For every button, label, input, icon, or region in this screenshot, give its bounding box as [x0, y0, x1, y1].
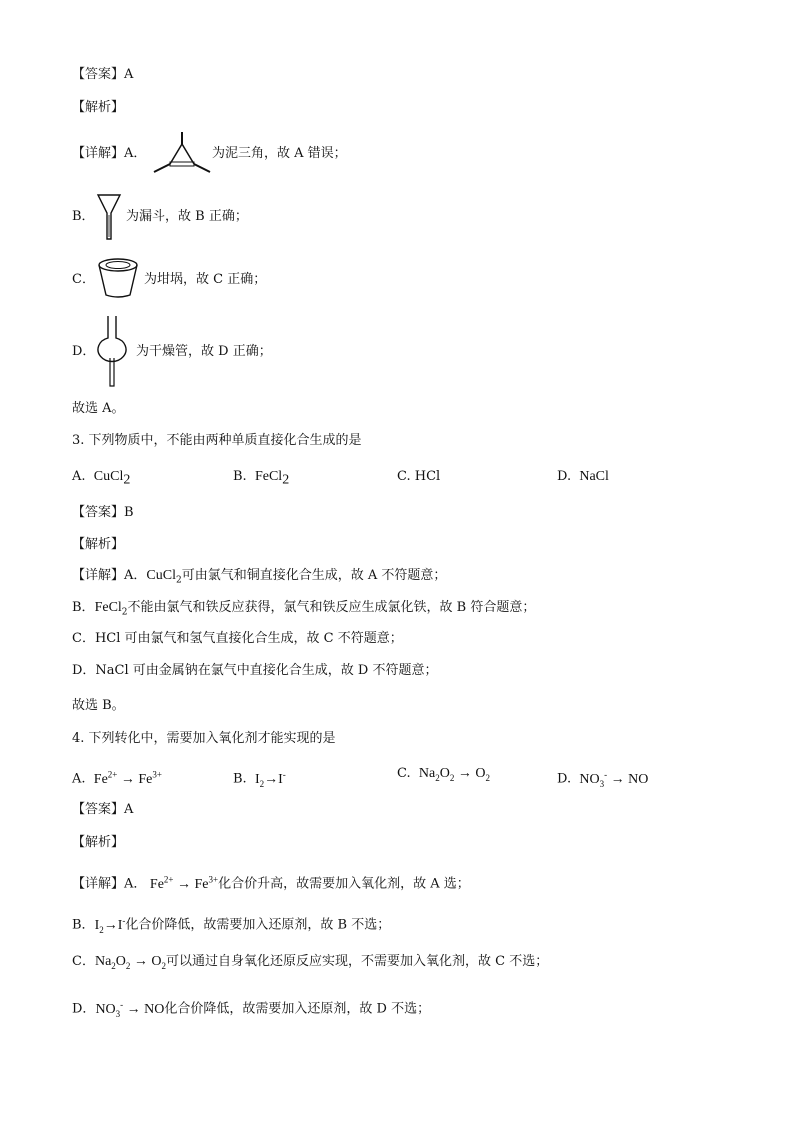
q2-d-prefix: D． — [72, 344, 96, 359]
detail-text: 化合价降低，故需要加入还原剂，故 D 不选； — [164, 1001, 431, 1017]
q4-analysis-tag: 【解析】 — [72, 835, 125, 850]
q3-analysis-tag: 【解析】 — [72, 537, 125, 552]
q2-d-text: 为干燥管，故 D 正确； — [136, 344, 272, 359]
q2-conclusion: 故选 A。 — [72, 401, 125, 416]
option-label: C. — [397, 766, 411, 781]
detail-tag: 【详解】 — [72, 876, 125, 892]
formula: CuCl — [146, 568, 176, 583]
formula-sub: 2 — [123, 472, 131, 488]
option-prefix: A． — [124, 876, 147, 892]
q3-detail-d: D．NaCl 可由金属钠在氯气中直接化合生成，故 D 不符题意； — [72, 663, 438, 678]
option-label: A. — [72, 469, 86, 484]
detail-tag: 【详解】 — [72, 568, 125, 583]
q3-stem: 3. 下列物质中，不能由两种单质直接化合生成的是 — [72, 433, 362, 448]
formula-sub: 2 — [175, 575, 182, 586]
q3-detail-c: C．HCl 可由氯气和氢气直接化合生成，故 C 不符题意； — [72, 631, 403, 646]
clay-triangle-icon — [152, 130, 212, 176]
detail-text: 可由氯气和铜直接化合生成，故 A 不符题意； — [181, 568, 447, 583]
q4-option-b: B. $I_2\to I^-$ — [233, 769, 286, 789]
answer-tag: 【答案】 — [72, 67, 125, 82]
q4-answer: A — [124, 802, 134, 817]
q3-option-c: C. HCl — [397, 469, 441, 484]
detail-text: 化合价升高，故需要加入氧化剂，故 A 选； — [218, 876, 470, 892]
formula: NaCl — [579, 469, 609, 484]
option-label: B. — [233, 469, 247, 484]
option-label: D. — [557, 771, 572, 787]
option-prefix: C． — [72, 954, 95, 969]
q4-detail-d: D．$NO_3^-$ → NO化合价降低，故需要加入还原剂，故 D 不选； — [72, 999, 431, 1019]
option-prefix: D． — [72, 1001, 96, 1017]
answer-tag: 【答案】 — [72, 802, 125, 817]
q2-analysis-tag: 【解析】 — [72, 100, 125, 115]
q3-answer-line — [72, 504, 134, 522]
q2-answer-line — [72, 66, 133, 84]
detail-tag: 【详解】 — [72, 146, 125, 161]
detail-text: 可以通过自身氧化还原反应实现，不需要加入氧化剂，故 C 不选； — [166, 954, 549, 969]
option-label: D. — [557, 469, 572, 484]
formula: CuCl — [93, 469, 124, 484]
q3-option-d — [557, 468, 609, 486]
q3-detail-a — [72, 567, 446, 590]
formula: FeCl — [94, 600, 122, 615]
q4-detail-a: 【详解】A． $Fe^{2+} \to Fe^{3+}$化合价升高，故需要加入氧化剂，故 A 选； — [72, 874, 470, 892]
q4-answer-line — [72, 801, 133, 819]
detail-text: 不能由氯气和铁反应获得，氯气和铁反应生成氯化铁，故 B 符合题意； — [127, 600, 536, 615]
q3-option-a — [72, 468, 130, 490]
answer-tag: 【答案】 — [72, 505, 125, 520]
option-prefix: B． — [72, 917, 95, 933]
drying-tube-icon — [94, 314, 130, 390]
q4-option-d: D. $NO_3^-$ → NO — [557, 769, 649, 789]
q2-c-prefix: C． — [72, 272, 95, 287]
q2-c-text: 为坩埚，故 C 正确； — [144, 272, 267, 287]
formula-sub: 2 — [282, 472, 290, 488]
q4-option-c: C. $Na_2O_2 \to O_2$ — [397, 766, 490, 783]
q3-option-b — [233, 468, 289, 490]
crucible-icon — [96, 257, 140, 301]
formula-sub: 2 — [121, 607, 128, 618]
funnel-icon — [96, 193, 122, 241]
option-label: B. — [233, 771, 247, 787]
q3-answer: B — [124, 505, 134, 520]
q2-b-prefix: B． — [72, 209, 95, 224]
option-prefix: B． — [72, 600, 95, 615]
q2-detail-a — [72, 145, 146, 163]
option-prefix: A． — [124, 568, 147, 583]
q4-detail-b: B．$I_2\to I^-$化合价降低，故需要加入还原剂，故 B 不选； — [72, 915, 391, 935]
q4-stem: 4. 下列转化中，需要加入氧化剂才能实现的是 — [72, 731, 336, 746]
detail-text: 化合价降低，故需要加入还原剂，故 B 不选； — [125, 917, 391, 933]
q2-a-text: 为泥三角，故 A 错误； — [212, 146, 347, 161]
q2-b-text: 为漏斗，故 B 正确； — [126, 209, 248, 224]
q3-conclusion: 故选 B。 — [72, 698, 125, 713]
q4-option-a: A. $Fe^{2+} \to Fe^{3+}$ — [72, 769, 162, 787]
q4-detail-c: C．$Na_2O_2 \to O_2$可以通过自身氧化还原反应实现，不需要加入氧化剂，故 C 不选； — [72, 954, 549, 971]
option-label: A. — [72, 771, 86, 787]
option-prefix: A． — [124, 146, 147, 161]
q3-detail-b — [72, 599, 535, 622]
q2-answer: A — [124, 67, 134, 82]
formula: FeCl — [254, 469, 283, 484]
